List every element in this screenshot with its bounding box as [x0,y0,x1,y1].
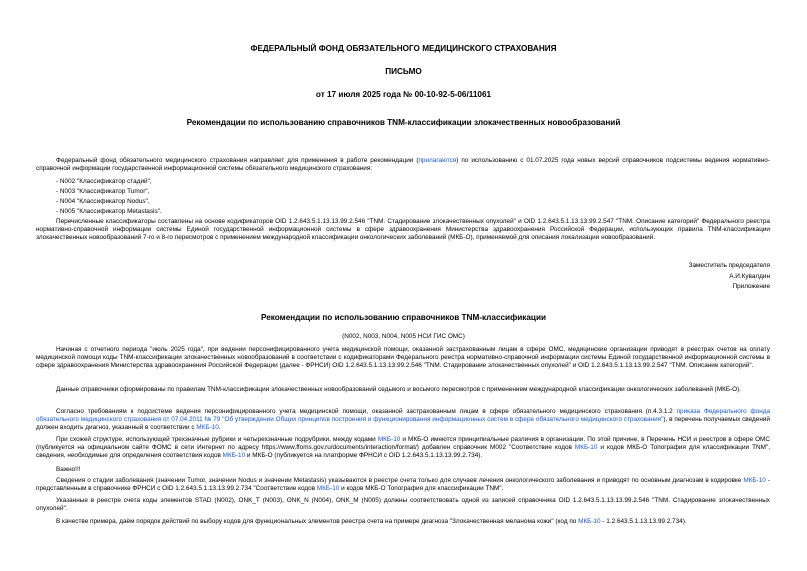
mkb10-link[interactable]: МКБ-10 [377,436,401,443]
appendix-paragraph-3 [36,408,770,432]
list-item: - N002 "Классификатор стадий", [56,178,152,185]
mkb10-link[interactable]: МКБ-10 [578,518,601,525]
text-run: Согласно требованиям к подсистеме ведения персонифицированного учета медицинской помощи, оказанной застрахованным лицам в сфере обязательного медицинского страхования (п.4.3.1.2 [56,408,677,415]
mkb10-link[interactable]: МКБ-10 [316,485,340,493]
appendix-paragraph-2: Данные справочники сформированы по правилам TNM-классификации злокачественных новообразований седьмого и восьмого пересмотров с применением международной классификации онкологических заболеваний (МКБ-О). [56,386,742,393]
attachment-link[interactable]: прилагаются [418,157,457,164]
mkb10-link[interactable]: МКБ-10 [196,424,219,432]
text-run: Сведения о стадии заболевания (значении Tumor, значении Nodus и значении Metastasis) указываются в реестре счета только для случаев лечения онкологического заболевания и приводят по основным диагнозам в кодировке [56,477,744,484]
text-run: В качестве примера, даём порядок действий по выбору кодов для функциональных элементов реестра счета на примере диагноза "Злокачественная меланома кожи" (код по [56,518,579,525]
letter-paragraph-2: Перечисленные классификаторы составлены на основе кодификаторов OID 1.2.643.5.1.13.13.99.2.546 "TNM. Стадирование злокачественных опухолей" и OID 1.2.643.5.1.13.13.99.2.547 "TNM. Описание категорий" Федерального реестра нормативно-справочной информации системы Единой государственной информационной системы в сфере здравоохранения Министерства здравоохранения Российской Федерации, использующих правила TNM-классификации злокачественных новообразований 7-го и 8-го пересмотров с применением международной классификации онкологических заболеваний (МКБ-О), применяемой для описания локализации новообразований. [36,218,770,242]
list-item: - N005 "Классификатор Metastasis". [56,208,162,215]
list-item: - N003 "Классификатор Tumor", [56,188,150,195]
text-run: При схожей структуре, использующей трехзначные рубрики и четырехзначные подрубрики, между кодами [56,436,378,443]
mkb10-link[interactable]: МКБ-10 [574,444,598,452]
text-run: Федеральный фонд обязательного медицинского страхования направляет для применения в работе рекомендации ( [56,157,419,164]
appendix-paragraph-4 [36,436,770,460]
mkb10-link[interactable]: МКБ-10 [222,452,246,460]
appendix-subtitle: (N002, N003, N004, N005 НСИ ГИС ОМС) [342,333,465,340]
text-run: ), в перечень получаемых сведений должен входить диагноз, указанный в соответствии с [36,416,770,432]
letter-paragraph-1 [36,157,770,173]
attachment-label: Приложение [732,283,770,290]
appendix-title: Рекомендации по использованию справочников TNM-классификации [260,313,547,322]
text-run: . [218,424,221,432]
list-item: - N004 "Классификатор Nodus", [56,198,150,205]
doc-type: ПИСЬМО [385,67,422,76]
signer-name: А.И.Кувалдин [729,273,770,280]
appendix-paragraph-5 [36,477,770,493]
doc-title: Рекомендации по использованию справочников TNM-классификации злокачественных новообразований [186,118,621,127]
mkb10-link[interactable]: МКБ-10 [743,477,766,484]
order-79-link[interactable]: приказа Федерального фонда обязательного медицинского страхования от 07.04.2011 № 79 "Об утверждении Общих принципов построения и функционирования информационных систем в сфере обязательного медицинского страхования" [36,408,771,424]
text-run: - представленным в справочнике ФРНСИ с OID 1.2.643.5.1.13.13.99.2.734 "Соответствие кодов [36,477,771,493]
text-run: и МКБ-О имеются принципиальные различия в организации. По этой причине, в Перечень НСИ и реестров в сфере ОМС (публикуется на официальном сайте ФОМС в сети Интернет по адресу https://www.ffoms.gov.ru/documents/interaction/format/) добавлен справочник M002 "Соответствие кодов [36,436,770,452]
important-note: Важно!!! [56,466,81,473]
appendix-paragraph-6: Указанные в реестре счета коды элементов STAD (N002), ONK_T (N003), ONK_N (N004), ONK_M (N005) должны соответствовать одной из записей справочника OID 1.2.643.5.1.13.13.99.2.546 "TNM. Стадирование злокачественных опухолей". [36,497,770,513]
text-run: - 1.2.643.5.1.13.13.99.2.734). [600,518,687,525]
text-run: и МКБ-О (публикуется на платформе ФРНСИ с OID 1.2.643.5.1.13.13.99.2.734). [245,452,483,460]
text-run: и кодов МКБ-О Топография для классификации TNM". [339,485,504,493]
appendix-paragraph-1: Начиная с отчетного периода "июль 2025 года", при ведении персонифицированного учета медицинской помощи, оказанной застрахованным лицам в сфере ОМС, медицинские организации приводят в реестрах счетов на оплату медицинской помощи коды TNM-классификации злокачественных новообразований в соответствии с кодификаторами Федерального реестра нормативно-справочной информации системы Единой государственной информационной системы в сфере здравоохранения Министерства здравоохранения Российской Федерации (далее - ФРНСИ) OID 1.2.643.5.1.13.13.99.2.546 "TNM. Стадирование злокачественных опухолей" и OID 1.2.643.5.1.13.13.99.2.547 "TNM. Описание категорий". [36,346,770,370]
text-run: ) по использованию с 01.07.2025 года новых версий справочников подсистемы ведения нормативно-справочной информации государственной информационной системы обязательного медицинского страхования: [36,157,770,173]
doc-date-number: от 17 июля 2025 года № 00-10-92-5-06/11061 [315,90,492,99]
text-run: и кодов МКБ-О Топография для классификации TNM", сведения, необходимые для определения соответствия кодов [36,444,770,460]
appendix-paragraph-7 [36,518,770,526]
org-name: ФЕДЕРАЛЬНЫЙ ФОНД ОБЯЗАТЕЛЬНОГО МЕДИЦИНСКОГО СТРАХОВАНИЯ [250,44,557,53]
signer-title: Заместитель председателя [688,262,770,269]
